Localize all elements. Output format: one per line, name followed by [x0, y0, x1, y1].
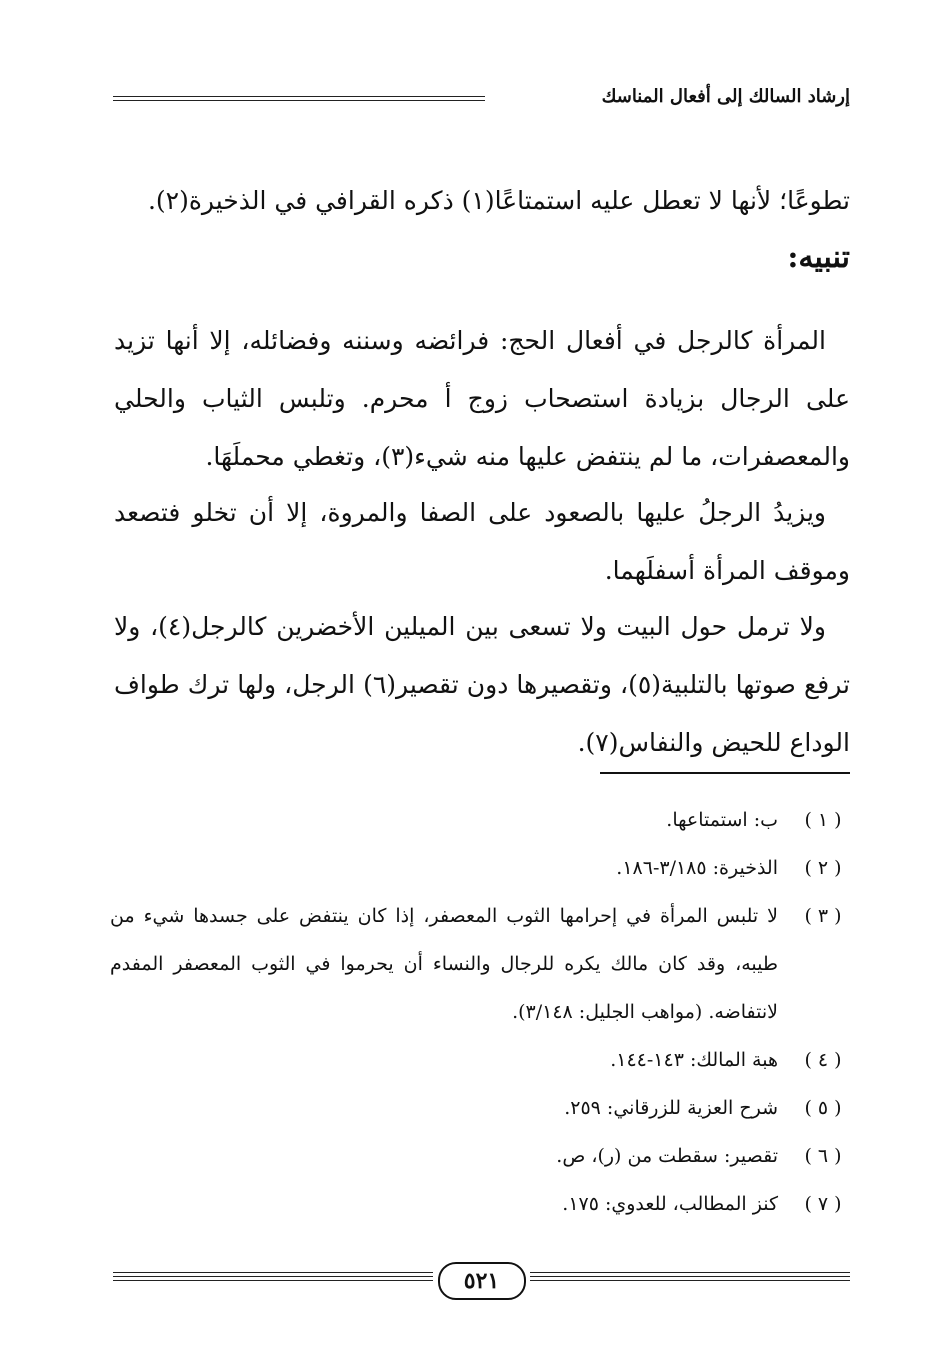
footnotes	[110, 796, 850, 1228]
footnote-text: لا تلبس المرأة في إحرامها الثوب المعصفر، إذا كان ينتفض على جسدها شيء من طيبه، وقد كان مالك يكره للرجال والنساء أن يحرموا في الثوب المعصفر المفدم لانتفاضه. (مواهب الجليل: ٣/١٤٨).	[110, 905, 778, 1023]
footer-rule-left	[113, 1272, 433, 1284]
footnote-text: هبة المالك: ١٤٣-١٤٤.	[610, 1049, 778, 1071]
footnote-number: ( ٧ )	[804, 1193, 842, 1215]
paragraph-text: ويزيدُ الرجلُ عليها بالصعود على الصفا والمروة، إلا أن تخلو فتصعد وموقف المرأة أسفلَهما.	[114, 498, 850, 585]
header-rule	[113, 96, 485, 104]
footnote-item	[110, 1036, 850, 1084]
footnote-number: ( ١ )	[804, 809, 842, 831]
page-header	[113, 82, 850, 118]
paragraph-text: المرأة كالرجل في أفعال الحج: فرائضه وسننه وفضائله، إلا أنها تزيد على الرجال بزيادة استصحاب زوج أ محرم. وتلبس الثياب والحلي والمعصفرات، ما لم ينتفض عليها منه شيء(٣)، وتغطي محملَهَا.	[114, 326, 850, 471]
section-heading: تنبيه:	[787, 240, 850, 275]
footnote-item	[110, 892, 850, 1036]
footnote-item	[110, 1132, 850, 1180]
page-number: ٥٢١	[438, 1262, 526, 1300]
footnote-number: ( ٥ )	[804, 1097, 842, 1119]
paragraph-text: ولا ترمل حول البيت ولا تسعى بين الميلين الأخضرين كالرجل(٤)، ولا ترفع صوتها بالتلبية(٥)، وتقصيرها دون تقصير(٦) الرجل، ولها ترك طواف الوداع للحيض والنفاس(٧).	[114, 612, 850, 757]
footnote-text: تقصير: سقطت من (ر)، ص.	[556, 1145, 778, 1167]
running-title: إرشاد السالك إلى أفعال المناسك	[601, 86, 850, 107]
paragraph-1	[114, 172, 850, 230]
footnote-item	[110, 844, 850, 892]
footnote-number: ( ٦ )	[804, 1145, 842, 1167]
footnote-text: الذخيرة: ٣/١٨٥-١٨٦.	[616, 857, 778, 879]
paragraph-2	[114, 312, 850, 486]
footnote-text: ب: استمتاعها.	[666, 809, 778, 831]
footnote-number: ( ٢ )	[804, 857, 842, 879]
paragraph-3	[114, 484, 850, 600]
footnote-text: كنز المطالب، للعدوي: ١٧٥.	[562, 1193, 778, 1215]
paragraph-4	[114, 598, 850, 772]
footnote-text: شرح العزية للزرقاني: ٢٥٩.	[564, 1097, 778, 1119]
footnote-item	[110, 1084, 850, 1132]
footnote-item	[110, 1180, 850, 1228]
footnote-item	[110, 796, 850, 844]
footnote-number: ( ٤ )	[804, 1049, 842, 1071]
paragraph-text: تطوعًا؛ لأنها لا تعطل عليه استمتاعًا(١) ذكره القرافي في الذخيرة(٢).	[147, 186, 850, 215]
footnote-number: ( ٣ )	[804, 905, 842, 927]
page-footer	[113, 1262, 850, 1308]
footnote-separator	[600, 772, 850, 774]
footer-rule-right	[530, 1272, 850, 1284]
